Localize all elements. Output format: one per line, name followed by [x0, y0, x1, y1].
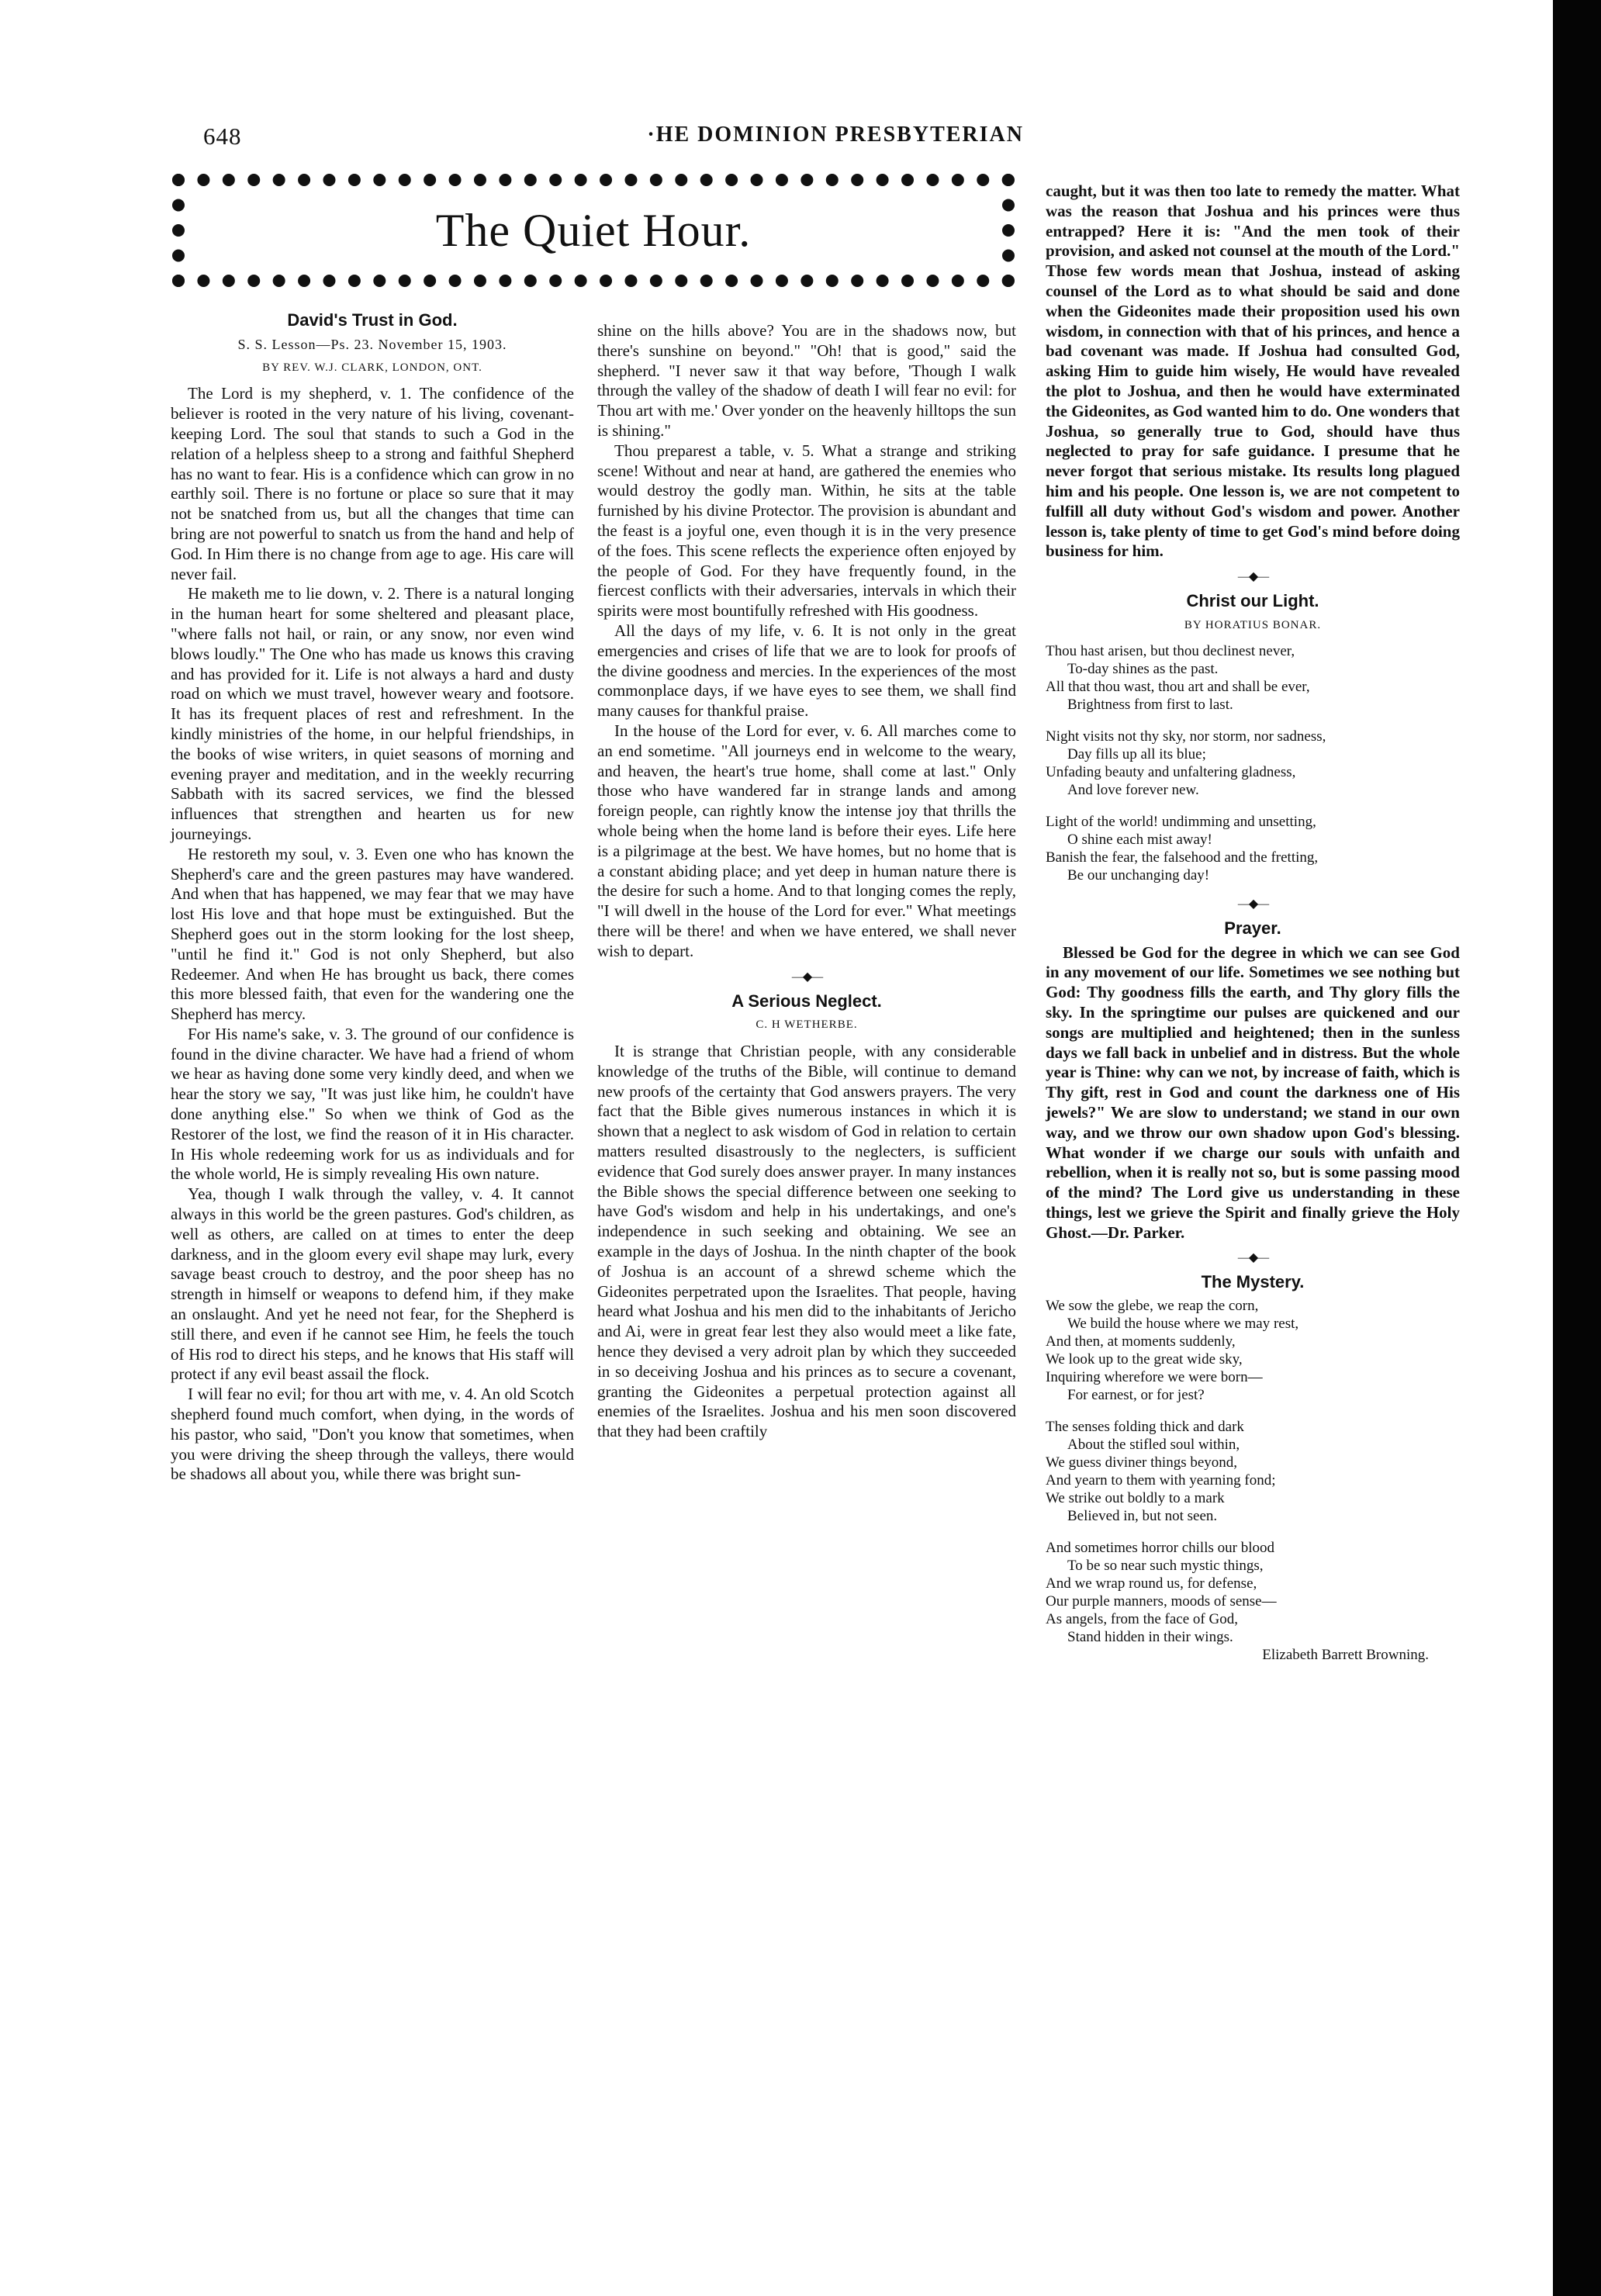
article-title: David's Trust in God. — [287, 310, 458, 330]
poem-line: Stand hidden in their wings. — [1067, 1629, 1233, 1646]
poem-line: And love forever new. — [1067, 781, 1199, 798]
paragraph: In the house of the Lord for ever, v. 6. All marches come to an end sometime. "All journeys end in welcome to the weary, and heaven, the heart's true home, shall come at last." Only those who have wandered far in strange lands and among foreign people, can rightly know the intense joy that thrills the whole being when the home land is before their eyes. Life here is a pilgrimage at the best. We have homes, but no home that is a constant abiding place; and yet deep in human nature there is the desire for such a home. And to that longing comes the reply, "I will dwell in the house of the Lord for ever." What meetings there will be there! and when we have entered, we shall never wish to depart. — [597, 721, 1016, 960]
paragraph: He restoreth my soul, v. 3. Even one who has known the Shepherd's care and the green pastures may have wandered. And when that has happened, we may fear that we may have lost His love and that hope must be extinguished. But the Shepherd goes out in the storm looking for the lost sheep, "until he find it." God is not only Shepherd, but also Redeemer. And when He has brought us back, there comes this more blessed faith, that even for the wandering one the Shepherd has mercy. — [171, 844, 574, 1024]
poem-stanza — [1046, 642, 1460, 714]
column-2 — [597, 321, 1016, 1442]
prayer-title: Prayer. — [1224, 918, 1281, 938]
poem-line: Our purple manners, moods of sense— — [1046, 1593, 1277, 1610]
journal-title: ·HE DOMINION PRESBYTERIAN — [647, 123, 1024, 147]
poem-stanza — [1046, 813, 1460, 884]
article-title: A Serious Neglect. — [731, 991, 882, 1011]
poem-line: To be so near such mystic things, — [1067, 1558, 1264, 1575]
poem-line: To-day shines as the past. — [1067, 660, 1219, 677]
poem-line: We guess diviner things beyond, — [1046, 1454, 1238, 1471]
poem-signature: Elizabeth Barrett Browning. — [1262, 1647, 1429, 1664]
poem-stanza — [1046, 1539, 1460, 1664]
scan-edge — [1553, 0, 1601, 2296]
paragraph: I will fear no evil; for thou art with me, v. 4. An old Scotch shepherd found much comfort, when dying, in the words of his pastor, who said, "Don't you know that sometimes, when you were driving the sheep through the valleys, there would be shadows all about you, while there was bright sun- — [171, 1385, 574, 1484]
poem-line: We build the house where we may rest, — [1067, 1316, 1299, 1333]
poem-title: The Mystery. — [1201, 1272, 1305, 1292]
paragraph: He maketh me to lie down, v. 2. There is a natural longing in the human heart for some sheltered and pleasant place, "where falls not hail, or rain, or any snow, nor even wind blows loudly." The One who has made us knows this craving and has provided for it. Life is not always a hard and dusty road on which we must travel, however weary and footsore. It has its frequent places of rest and refreshment. In the kindly ministries of the home, in our helpful friendships, in the books of wise writers, in quiet seasons of morning and evening prayer and meditation, and in the weekly recurring Sabbath with its sacred services, we find the blessed influences that strengthen and hearten us for new journeyings. — [171, 584, 574, 843]
prayer-body — [1046, 943, 1460, 1243]
section-divider: —◆— — [791, 970, 822, 984]
page-number: 648 — [203, 123, 242, 150]
poem-line: Inquiring wherefore we were born— — [1046, 1369, 1263, 1386]
article-byline: BY REV. W.J. CLARK, LONDON, ONT. — [262, 361, 482, 374]
poem-line: Day fills up all its blue; — [1067, 745, 1206, 762]
poem-line: O shine each mist away! — [1067, 831, 1212, 848]
poem-line: Thou hast arisen, but thou declinest never, — [1046, 642, 1295, 659]
poem-line: Banish the fear, the falsehood and the fretting, — [1046, 849, 1319, 866]
paragraph: Thou preparest a table, v. 5. What a strange and striking scene! Without and near at hand, are gathered the enemies who would destroy the godly man. Within, he sits at the table furnished by his divine Protector. The provision is abundant and the feast is a joyful one, even though it is in the very presence of the foes. This scene reflects the experience often enjoyed by the people of God. For they have frequently found, in the fiercest conflicts with their adversaries, intervals in which their spirits were most bountifully refreshed with His goodness. — [597, 441, 1016, 621]
paragraph: The Lord is my shepherd, v. 1. The confidence of the believer is rooted in the very nature of his living, covenant-keeping Lord. The soul that stands to such a God in the relation of a helpless sheep to a strong and faithful Shepherd has no want to fear. His is a confidence which can grow in no earthly soil. There is no fortune or place so sure that it may not be snatched from us, but all the changes that time can bring are not powerful to snatch us from the hand and help of God. In Him there is no change from age to age. His care will never fail. — [171, 384, 574, 583]
section-banner — [172, 174, 1015, 287]
section-divider: —◆— — [1237, 897, 1268, 911]
poem-stanza — [1046, 1297, 1460, 1404]
poem-line: Night visits not thy sky, nor storm, nor sadness, — [1046, 728, 1326, 745]
section-divider: —◆— — [1237, 570, 1268, 584]
paragraph: shine on the hills above? You are in the shadows now, but there's sunshine on beyond." "Oh! that is good," said the shepherd. "I never saw it that way before, 'Though I walk through the valley of the shadow of death I will fear no evil: for Thou art with me.' Over yonder on the heavenly hilltops the sun is shining." — [597, 321, 1016, 440]
poem-stanza — [1046, 728, 1460, 799]
poem-line: For earnest, or for jest? — [1067, 1387, 1205, 1404]
poem-line: Brightness from first to last. — [1067, 696, 1233, 713]
poem-line: And then, at moments suddenly, — [1046, 1333, 1236, 1350]
section-divider: —◆— — [1237, 1251, 1268, 1265]
poem-line: And sometimes horror chills our blood — [1046, 1540, 1274, 1557]
lesson-reference: S. S. Lesson—Ps. 23. November 15, 1903. — [237, 336, 507, 352]
poem-line: We sow the glebe, we reap the corn, — [1046, 1298, 1259, 1315]
paragraph: Yea, though I walk through the valley, v. 4. It cannot always in this world be the green pastures. God's children, as well as others, are called on at times to enter the deep darkness, and in the gloom every evil shape may lurk, every savage beast crouch to destroy, and the poor sheep has no strength in himself or weapons to defend him, if they make an onslaught. And yet he need not fear, for the Shepherd is still there, and even if he cannot see Him, he feels the touch of His rod to direct his steps, and he knows that His staff will protect if any evil beast assail the flock. — [171, 1184, 574, 1384]
poem-line: Unfading beauty and unfaltering gladness, — [1046, 763, 1296, 780]
paragraph: caught, but it was then too late to remedy the matter. What was the reason that Joshua and his princes were thus entrapped? Here it is: "And the men took of their provision, and asked not counsel at the mouth of the Lord." Those few words mean that Joshua, instead of asking counsel of the Lord as to what should be said and done when the Gideonites made their proposition used his own wisdom, in connection with that of his princes, and hence a bad covenant was made. If Joshua had consulted God, asking Him to guide him wisely, He would have revealed the plot to Joshua, and then he would have exterminated the Gideonites, as God wanted him to do. One wonders that Joshua, so generally true to God, should have thus neglected to pray for safe guidance. I presume that he never forgot that serious mistake. Its results long plagued him and his people. One lesson is, we are not competent to fulfill all duty without God's wisdom and power. Another lesson is, take plenty of time to get God's mind before doing business for him. — [1046, 182, 1461, 561]
poem-stanza — [1046, 1418, 1460, 1525]
poem-line: We strike out boldly to a mark — [1046, 1490, 1225, 1507]
article-byline: C. H WETHERBE. — [756, 1018, 858, 1032]
poem-line: Believed in, but not seen. — [1067, 1508, 1218, 1525]
continued-article — [1046, 182, 1460, 562]
poem-line: And yearn to them with yearning fond; — [1046, 1472, 1276, 1489]
paragraph: All the days of my life, v. 6. It is not only in the great emergencies and crises of life that we are to look for proofs of the divine goodness and mercies. In the experiences of the most commonplace days, if we have eyes to see them, we shall find many causes for thankful praise. — [597, 621, 1016, 721]
poem-line: As angels, from the face of God, — [1046, 1611, 1238, 1628]
running-head — [203, 123, 1024, 154]
poem-line: Light of the world! undimming and unsetting, — [1046, 813, 1316, 830]
poem-line: About the stifled soul within, — [1067, 1437, 1240, 1454]
paragraph: It is strange that Christian people, with any considerable knowledge of the truths of the Bible, will continue to demand new proofs of the certainty that God answers prayers. The very fact that the Bible gives numerous instances in which it is shown that a neglect to ask wisdom of God in relation to certain matters resulted disastrously to the neglecters, is sufficient evidence that God surely does answer prayer. In many instances the Bible shows the special difference between one seeking to have God's wisdom and help in his undertakings, and one's independence in such seeking and obtaining. We see an example in the days of Joshua. In the ninth chapter of the book of Joshua is an account of a shrewd scheme which the Gideonites perpetrated upon the Israelites. That people, having heard what Joshua and his men did to the inhabitants of Jericho and Ai, were in great fear lest they also would meet a like fate, hence they devised a very adroit plan by which they succeeded in so deceiving Joshua and his princes as to secure a covenant, granting the Gideonites a perpetual protection against all enemies of the Israelites. Joshua and his men soon discovered that they had been craftily — [597, 1042, 1016, 1441]
paragraph: Blessed be God for the degree in which we can see God in any movement of our life. Sometimes we see nothing but God: Thy goodness fills the earth, and Thy glory fills the sky. In the springtime our pulses are quickened and our songs are multiplied and heightened; then in the sunless days we fall back in unbelief and in distress. But the whole year is Thine: why can we not, by increase of faith, which is Thy gift, rest in God and count the darkness one of His jewels?" We are slow to understand; we stand in our own way, and we throw our own shadow upon God's blessing. What wonder if we charge our souls with unfaith and rebellion, when it is really not so, but is some passing mood of the mind? The Lord give us understanding in these things, lest we grieve the Spirit and finally grieve the Holy Ghost.—Dr. Parker. — [1046, 942, 1460, 1242]
poem-line: All that thou wast, thou art and shall be ever, — [1046, 678, 1310, 695]
column-1 — [171, 307, 574, 1485]
column-3 — [1046, 182, 1460, 1678]
poem-line: The senses folding thick and dark — [1046, 1419, 1244, 1436]
poem-line: We look up to the great wide sky, — [1046, 1351, 1243, 1368]
poem-line: And we wrap round us, for defense, — [1046, 1575, 1257, 1592]
banner-title: The Quiet Hour. — [435, 204, 752, 256]
poem-title: Christ our Light. — [1186, 591, 1319, 611]
poem-line: Be our unchanging day! — [1067, 866, 1210, 883]
poem-byline: BY HORATIUS BONAR. — [1184, 618, 1322, 631]
paragraph: For His name's sake, v. 3. The ground of our confidence is found in the divine character. We have had a friend of whom we hear as having done some very kindly deed, and when we hear the story we say, "It was just like him, he couldn't have done anything else." So when we think of God as the Restorer of the lost, we find the reason of it in His character. In His whole redeeming work for us as individuals and for the whole world, He is simply revealing His own nature. — [171, 1024, 574, 1184]
